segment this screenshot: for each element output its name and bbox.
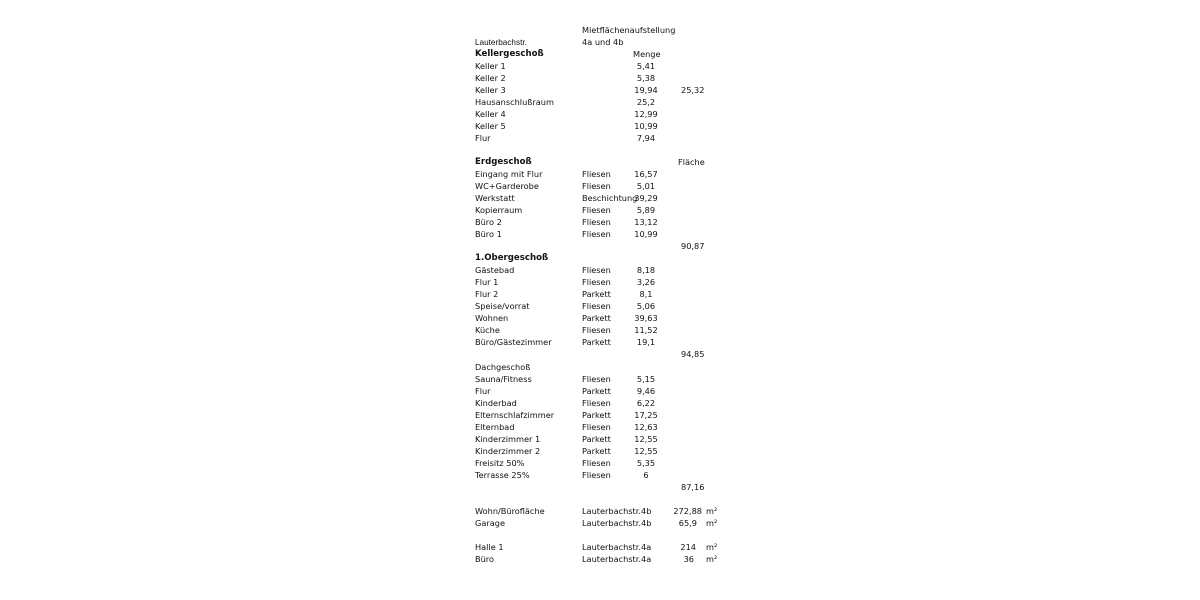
room-area: 9,46 [636, 386, 656, 396]
summary-label: Garage [475, 518, 505, 528]
floor-covering: Fliesen [582, 398, 611, 408]
room-area: 8,1 [639, 289, 653, 299]
room-name: Flur [475, 133, 491, 143]
column-label-flaeche: Fläche [678, 157, 705, 167]
room-area: 25,2 [636, 97, 656, 107]
room-name: Küche [475, 325, 500, 335]
room-area: 5,38 [636, 73, 656, 83]
room-name: Keller 3 [475, 85, 506, 95]
section-total: 87,16 [681, 482, 705, 492]
section-total: 90,87 [681, 241, 705, 251]
room-area: 13,12 [634, 217, 658, 227]
floor-covering: Fliesen [582, 470, 611, 480]
room-name: Kinderzimmer 2 [475, 446, 541, 456]
floor-covering: Fliesen [582, 229, 611, 239]
floor-covering: Parkett [582, 410, 611, 420]
room-name: Keller 5 [475, 121, 506, 131]
floor-covering: Fliesen [582, 265, 611, 275]
room-area: 3,26 [636, 277, 656, 287]
room-name: Büro 2 [475, 217, 502, 227]
room-area: 5,35 [636, 458, 656, 468]
summary-value: 65,9 [678, 518, 697, 528]
room-area: 12,55 [634, 446, 658, 456]
room-name: Freisitz 50% [475, 458, 525, 468]
room-area: 5,41 [636, 61, 656, 71]
room-name: Sauna/Fitness [475, 374, 532, 384]
floor-covering: Fliesen [582, 458, 611, 468]
floor-covering: Parkett [582, 289, 611, 299]
room-area: 19,94 [634, 85, 658, 95]
room-name: Keller 4 [475, 109, 506, 119]
summary-address: Lauterbachstr.4b [582, 518, 652, 528]
room-name: Gästebad [475, 265, 515, 275]
room-area: 16,57 [634, 169, 658, 179]
summary-address: Lauterbachstr.4a [582, 554, 652, 564]
section-total: 94,85 [681, 349, 705, 359]
summary-unit: m² [706, 506, 718, 516]
floor-covering: Fliesen [582, 301, 611, 311]
room-name: Kopierraum [475, 205, 523, 215]
floor-covering: Fliesen [582, 217, 611, 227]
column-label-menge: Menge [633, 49, 661, 59]
room-name: Elternbad [475, 422, 515, 432]
floor-covering: Parkett [582, 434, 611, 444]
summary-label: Büro [475, 554, 495, 564]
room-area: 12,55 [634, 434, 658, 444]
room-name: Wohnen [475, 313, 509, 323]
room-area: 10,99 [634, 229, 658, 239]
room-name: Hausanschlußraum [475, 97, 554, 107]
floor-covering: Fliesen [582, 181, 611, 191]
room-area: 6 [643, 470, 649, 480]
floor-covering: Fliesen [582, 169, 611, 179]
summary-value: 36 [683, 554, 694, 564]
summary-unit: m² [706, 542, 718, 552]
summary-unit: m² [706, 554, 718, 564]
summary-label: Wohn/Bürofläche [475, 506, 545, 516]
floor-covering: Parkett [582, 446, 611, 456]
section-heading-og1: 1.Obergeschoß [475, 253, 549, 263]
summary-label: Halle 1 [475, 542, 504, 552]
floor-covering: Parkett [582, 337, 611, 347]
room-area: 6,22 [636, 398, 656, 408]
room-area: 8,18 [636, 265, 656, 275]
room-name: Flur 1 [475, 277, 499, 287]
room-name: Büro 1 [475, 229, 502, 239]
summary-address: Lauterbachstr.4b [582, 506, 652, 516]
room-name: Flur [475, 386, 491, 396]
room-area: 17,25 [634, 410, 658, 420]
section-total: 25,32 [681, 85, 705, 95]
room-name: Terrasse 25% [475, 470, 530, 480]
room-area: 10,99 [634, 121, 658, 131]
summary-address: Lauterbachstr.4a [582, 542, 652, 552]
floor-covering: Beschichtung [582, 193, 638, 203]
room-name: Keller 2 [475, 73, 506, 83]
room-name: Flur 2 [475, 289, 499, 299]
room-area: 11,52 [634, 325, 658, 335]
room-name: WC+Garderobe [475, 181, 539, 191]
street-label: Lauterbachstr. [475, 38, 527, 47]
floor-covering: Fliesen [582, 205, 611, 215]
section-heading-keller: Kellergeschoß [475, 49, 544, 59]
summary-value: 214 [680, 542, 696, 552]
room-area: 12,63 [634, 422, 658, 432]
floor-covering: Parkett [582, 386, 611, 396]
section-heading-erdgeschoss: Erdgeschoß [475, 157, 532, 167]
floor-covering: Fliesen [582, 422, 611, 432]
room-name: Werkstatt [475, 193, 515, 203]
room-area: 39,29 [634, 193, 658, 203]
floor-covering: Fliesen [582, 277, 611, 287]
room-area: 5,06 [636, 301, 656, 311]
room-name: Kinderzimmer 1 [475, 434, 541, 444]
document-title: Mietflächenaufstellung [582, 25, 676, 35]
section-heading-dg: Dachgeschoß [475, 362, 531, 372]
floor-covering: Fliesen [582, 374, 611, 384]
room-area: 39,63 [634, 313, 658, 323]
room-name: Elternschlafzimmer [475, 410, 555, 420]
summary-value: 272,88 [673, 506, 702, 516]
room-area: 7,94 [636, 133, 656, 143]
room-name: Keller 1 [475, 61, 506, 71]
room-name: Kinderbad [475, 398, 517, 408]
room-name: Speise/vorrat [475, 301, 530, 311]
room-area: 19,1 [636, 337, 656, 347]
room-area: 5,15 [636, 374, 656, 384]
room-area: 5,89 [636, 205, 656, 215]
room-area: 5,01 [636, 181, 656, 191]
room-name: Eingang mit Flur [475, 169, 543, 179]
house-numbers: 4a und 4b [582, 37, 624, 47]
floor-covering: Fliesen [582, 325, 611, 335]
room-area: 12,99 [634, 109, 658, 119]
summary-unit: m² [706, 518, 718, 528]
room-name: Büro/Gästezimmer [475, 337, 552, 347]
floor-covering: Parkett [582, 313, 611, 323]
